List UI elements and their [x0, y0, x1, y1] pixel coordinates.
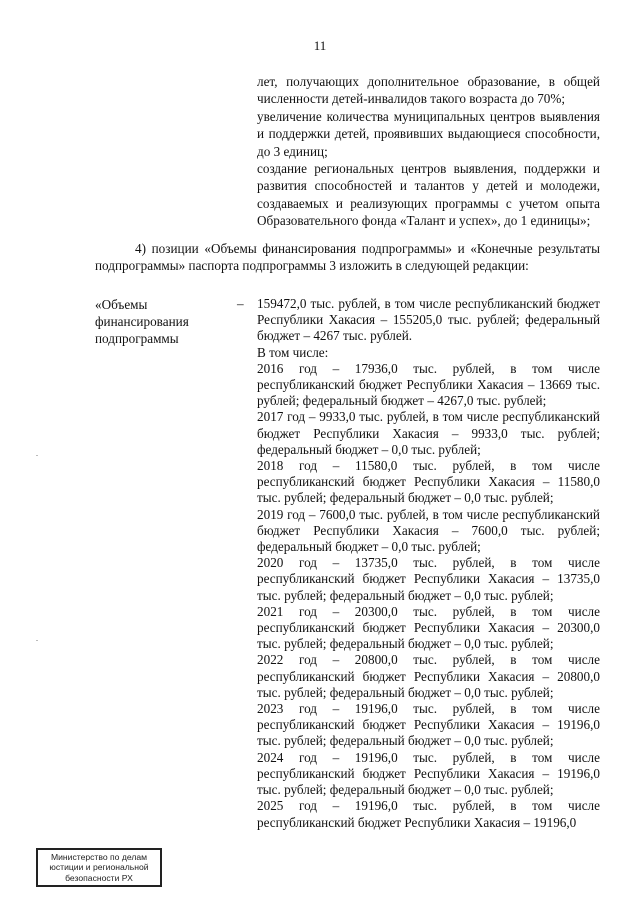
stamp-line: безопасности РХ	[65, 872, 133, 883]
year-entry: 2023 год – 19196,0 тыс. рублей, в том числе республиканский бюджет Республики Хакасия – 19196,0 тыс. рублей; федеральный бюджет – 0,0 тыс. рублей;	[257, 701, 600, 749]
scan-mark	[36, 640, 38, 641]
label-line: «Объемы	[95, 297, 148, 312]
passport-row-label	[95, 296, 225, 348]
scan-mark	[36, 455, 38, 456]
year-entry: 2018 год – 11580,0 тыс. рублей, в том числе республиканский бюджет Республики Хакасия – 11580,0 тыс. рублей; федеральный бюджет – 0,0 тыс. рублей;	[257, 458, 600, 506]
top-text-block	[257, 73, 600, 230]
ministry-stamp	[36, 848, 162, 887]
funding-subhead: В том числе:	[257, 344, 329, 360]
text-paragraph: лет, получающих дополнительное образование, в общей численности детей-инвалидов такого возраста до 70%;	[257, 74, 600, 107]
year-entry: 2022 год – 20800,0 тыс. рублей, в том числе республиканский бюджет Республики Хакасия – 20800,0 тыс. рублей; федеральный бюджет – 0,0 тыс. рублей;	[257, 652, 600, 700]
year-entry: 2019 год – 7600,0 тыс. рублей, в том числе республиканский бюджет Республики Хакасия – 7600,0 тыс. рублей; федеральный бюджет – 0,0 тыс. рублей;	[257, 506, 600, 555]
text-paragraph: увеличение количества муниципальных центров выявления и поддержки детей, проявивших выдающиеся способности, до 3 единиц;	[257, 108, 600, 159]
label-line: финансирования	[95, 314, 189, 330]
year-entry: 2021 год – 20300,0 тыс. рублей, в том числе республиканский бюджет Республики Хакасия – 20300,0 тыс. рублей; федеральный бюджет – 0,0 тыс. рублей;	[257, 603, 600, 652]
stamp-line: Министерство по делам	[50, 852, 148, 862]
passport-row-value	[257, 296, 600, 831]
label-line: подпрограммы	[95, 331, 179, 347]
year-entry: 2024 год – 19196,0 тыс. рублей, в том числе республиканский бюджет Республики Хакасия – 19196,0 тыс. рублей; федеральный бюджет – 0,0 тыс. рублей;	[257, 749, 600, 798]
year-entry: 2017 год – 9933,0 тыс. рублей, в том числе республиканский бюджет Республики Хакасия – 9933,0 тыс. рублей; федеральный бюджет – 0,0 тыс. рублей;	[257, 409, 600, 457]
year-entry: 2020 год – 13735,0 тыс. рублей, в том числе республиканский бюджет Республики Хакасия – 13735,0 тыс. рублей; федеральный бюджет – 0,0 тыс. рублей;	[257, 555, 600, 603]
year-entry: 2025 год – 19196,0 тыс. рублей, в том числе республиканский бюджет Республики Хакасия – 19196,0	[257, 798, 600, 830]
row-dash: –	[237, 296, 244, 311]
item-4-paragraph: 4) позиции «Объемы финансирования подпрограммы» и «Конечные результаты подпрограммы» паспорта подпрограммы 3 изложить в следующей редакции:	[95, 241, 600, 273]
text-paragraph: создание региональных центров выявления, поддержки и развития способностей и талантов у детей и молодежи, создаваемых и реализующих программы с учетом опыта Образовательного фонда «Талант и успех», до 1 единицы»;	[257, 161, 600, 229]
funding-intro: 159472,0 тыс. рублей, в том числе республиканский бюджет Республики Хакасия – 155205,0 тыс. рублей; федеральный бюджет – 4267 тыс. рублей.	[257, 296, 600, 344]
year-entry: 2016 год – 17936,0 тыс. рублей, в том числе республиканский бюджет Республики Хакасия – 13669 тыс. рублей; федеральный бюджет – 4267,0 тыс. рублей;	[257, 360, 600, 409]
stamp-line: юстиции и региональной	[49, 862, 149, 873]
page-number: 11	[313, 38, 327, 53]
